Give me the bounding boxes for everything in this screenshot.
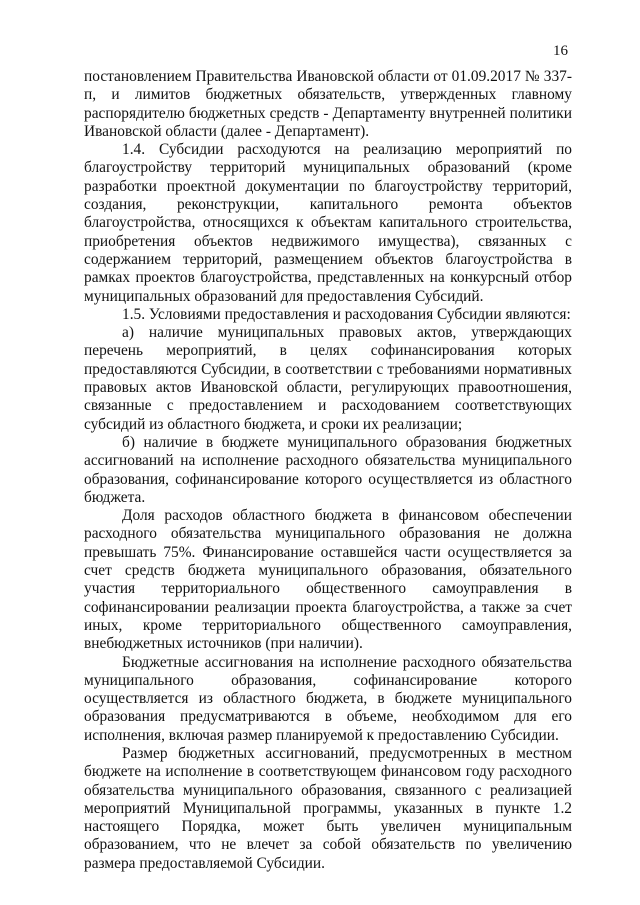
document-body bbox=[84, 68, 572, 873]
paragraph-allocation-size: Размер бюджетных ассигнований, предусмотренных в местном бюджете на исполнение в соответствующем финансовом году расходного обязательства муниципального образования, связанного с реализацией мероприятий Муниципальной программы, указанных в пункте 1.2 настоящего Порядка, может быть увеличен муниципальным образованием, что не влечет за собой обязательств по увеличению размера предоставляемой Субсидии. bbox=[84, 744, 572, 872]
paragraph-1-5-a: а) наличие муниципальных правовых актов, утверждающих перечень мероприятий, в целях софинансирования которых предоставляются Субсидии, в соответствии с требованиями нормативных правовых актов Ивановской области, регулирующих правоотношения, связанные с предоставлением и расходованием соответствующих субсидий из областного бюджета, и сроки их реализации; bbox=[84, 324, 572, 433]
paragraph-continuation: постановлением Правительства Ивановской области от 01.09.2017 № 337-п, и лимитов бюджетных обязательств, утвержденных главному распорядителю бюджетных средств - Департаменту внутренней политики Ивановской области (далее - Департамент). bbox=[84, 68, 572, 140]
paragraph-1-5-b: б) наличие в бюджете муниципального образования бюджетных ассигнований на исполнение расходного обязательства муниципального образования, софинансирование которого осуществляется из областного бюджета. bbox=[84, 433, 572, 506]
page-number: 16 bbox=[553, 43, 568, 59]
paragraph-1-5: 1.5. Условиями предоставления и расходования Субсидии являются: bbox=[122, 305, 571, 323]
paragraph-budget-allocations: Бюджетные ассигнования на исполнение расходного обязательства муниципального образования, софинансирование которого осуществляется из областного бюджета, в бюджете муниципального образования предусматриваются в объеме, необходимом для его исполнения, включая размер планируемой к предоставлению Субсидии. bbox=[84, 653, 572, 744]
paragraph-1-4: 1.4. Субсидии расходуются на реализацию мероприятий по благоустройству территорий муниципальных образований (кроме разработки проектной документации по благоустройству территорий, создания, реконструкции, капитального ремонта объектов благоустройства, относящихся к объектам капитального строительства, приобретения объектов недвижимого имущества), связанных с содержанием территорий, размещением объектов благоустройства в рамках проектов благоустройства, представленных на конкурсный отбор муниципальных образований для предоставления Субсидий. bbox=[84, 141, 572, 305]
paragraph-budget-share: Доля расходов областного бюджета в финансовом обеспечении расходного обязательства муниципального образования не должна превышать 75%. Финансирование оставшейся части осуществляется за счет средств бюджета муниципального образования, обязательного участия территориального общественного самоуправления в софинансировании реализации проекта благоустройства, а также за счет иных, кроме территориального общественного самоуправления, внебюджетных источников (при наличии). bbox=[84, 507, 572, 653]
